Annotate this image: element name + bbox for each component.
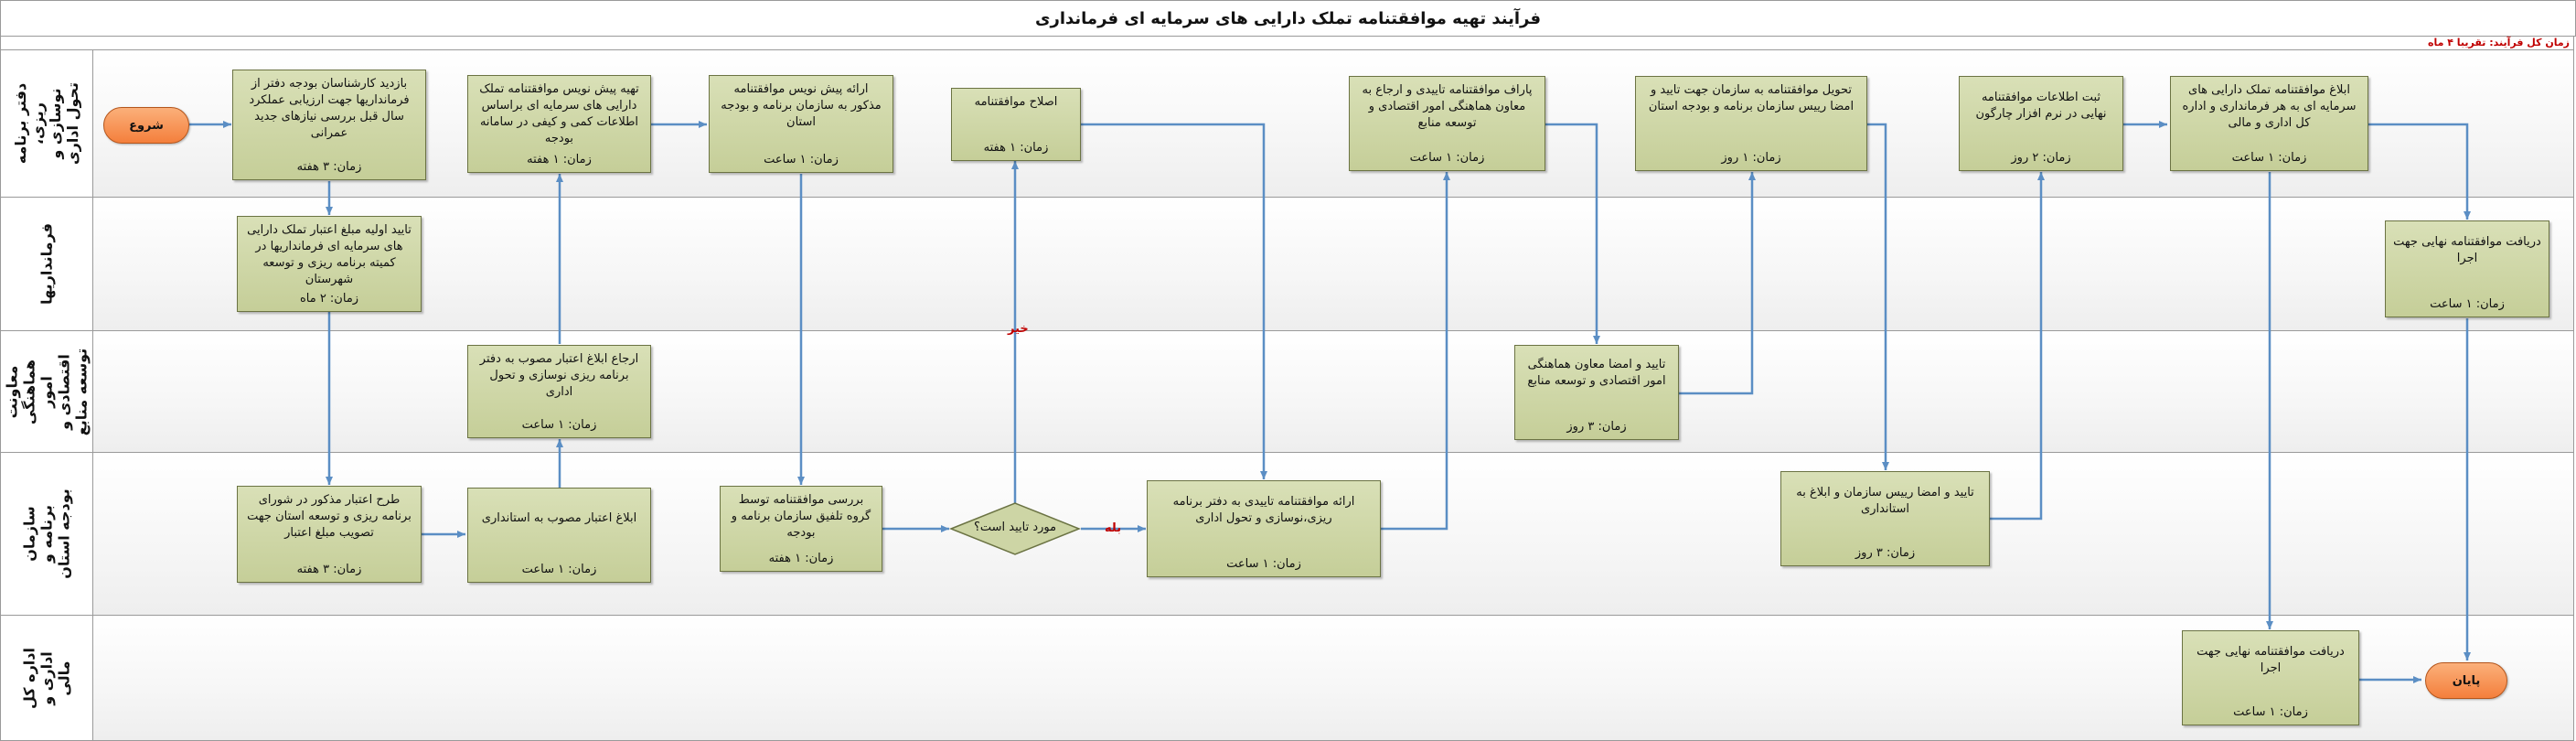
decision-label: مورد تایید است؟ (973, 521, 1057, 534)
lane-label: اداره کل اداری و مالی (20, 647, 73, 709)
step-notify-governorate: ابلاغ اعتبار مصوب به استانداری زمان: ۱ ساعت (467, 488, 651, 583)
step-deliver-approved: ارائه موافقتنامه تاییدی به دفتر برنامه ریزی،نوسازی و تحول اداری زمان: ۱ ساعت (1147, 480, 1381, 577)
step-draft-agreement: تهیه پیش نویس موافقتنامه تملک دارایی های سرمایه ای براساس اطلاعات کمی و کیفی در سامانه بودجه زمان: ۱ هفته (467, 75, 651, 173)
step-receive-governorate: دریافت موافقتنامه نهایی جهت اجرا زمان: ۱ ساعت (2385, 220, 2549, 317)
arrow-b14-b15 (1990, 172, 2041, 519)
arrow-b10-b11 (1381, 172, 1447, 529)
step-revise-agreement: اصلاح موافقتنامه زمان: ۱ هفته (951, 88, 1081, 161)
end-terminator: پایان (2425, 662, 2507, 699)
diagram-title: فرآیند تهیه موافقتنامه تملک دارایی های سرمایه ای فرمانداری (0, 0, 2576, 37)
step-notify-final: ابلاغ موافقتنامه تملک دارایی های سرمایه ای به هر فرمانداری و اداره کل اداری و مالی زمان: ۱ ساعت (2170, 76, 2368, 171)
decision-yes-label: بله (1105, 521, 1122, 535)
lane-label: فرمانداریها (37, 223, 56, 305)
step-register-chargoon: ثبت اطلاعات موافقتنامه نهایی در نرم افزار چارگون زمان: ۲ روز (1959, 76, 2123, 171)
decision-no-label: خیر (1008, 322, 1029, 336)
lane-label: سازمان برنامه و بودجه استان (20, 489, 73, 579)
arrow-b16-b17 (2368, 124, 2467, 220)
lane-label: دفتر برنامه ریزی، نوسازی و تحول اداری (12, 81, 81, 166)
step-deliver-to-org: تحویل موافقتنامه به سازمان جهت تایید و امضا رییس سازمان برنامه و بودجه استان زمان: ۱ روز (1635, 76, 1867, 171)
step-deputy-sign: تایید و امضا معاون هماهنگی امور اقتصادی و توسعه منابع زمان: ۳ روز (1514, 345, 1679, 440)
step-initial-approval: تایید اولیه مبلغ اعتبار تملک دارایی های سرمایه ای فرمانداریها در کمیته برنامه ریزی و توسعه شهرستان زمان: ۲ ماه (237, 216, 422, 312)
arrow-b11-b12 (1545, 124, 1597, 344)
step-initial-sign: پاراف موافقتنامه تاییدی و ارجاع به معاون هماهنگی امور اقتصادی و توسعه منابع زمان: ۱ ساعت (1349, 76, 1545, 171)
arrow-b12-b13 (1679, 172, 1752, 393)
total-duration: زمان کل فرآیند: تقریبا ۴ ماه (0, 36, 2574, 50)
step-council-review: طرح اعتبار مذکور در شورای برنامه ریزی و توسعه استان جهت تصویب مبلغ اعتبار زمان: ۳ هفته (237, 486, 422, 583)
step-refer-to-office: ارجاع ابلاغ اعتبار مصوب به دفتر برنامه ریزی نوسازی و تحول اداری زمان: ۱ ساعت (467, 345, 651, 438)
lane-label: معاونت هماهنگی امور اقتصادی و توسعه منابع (3, 348, 91, 435)
step-head-sign: تایید و امضا رییس سازمان و ابلاغ به استانداری زمان: ۳ روز (1780, 471, 1990, 566)
arrow-b13-b14 (1867, 124, 1886, 470)
step-receive-admin: دریافت موافقتنامه نهایی جهت اجرا زمان: ۱ ساعت (2182, 630, 2359, 725)
arrow-b9-b10 (1081, 124, 1264, 479)
step-integration-review: بررسی موافقتنامه توسط گروه تلفیق سازمان برنامه و بودجه زمان: ۱ هفته (720, 486, 882, 572)
step-field-visit: بازدید کارشناسان بودجه دفتر از فرمانداریها جهت ارزیابی عملکرد سال قبل بررسی نیازهای جدید عمرانی زمان: ۳ هفته (232, 70, 426, 180)
start-terminator: شروع (103, 107, 189, 144)
step-submit-draft: ارائه پیش نویس موافقتنامه مذکور به سازمان برنامه و بودجه استان زمان: ۱ ساعت (709, 75, 893, 173)
